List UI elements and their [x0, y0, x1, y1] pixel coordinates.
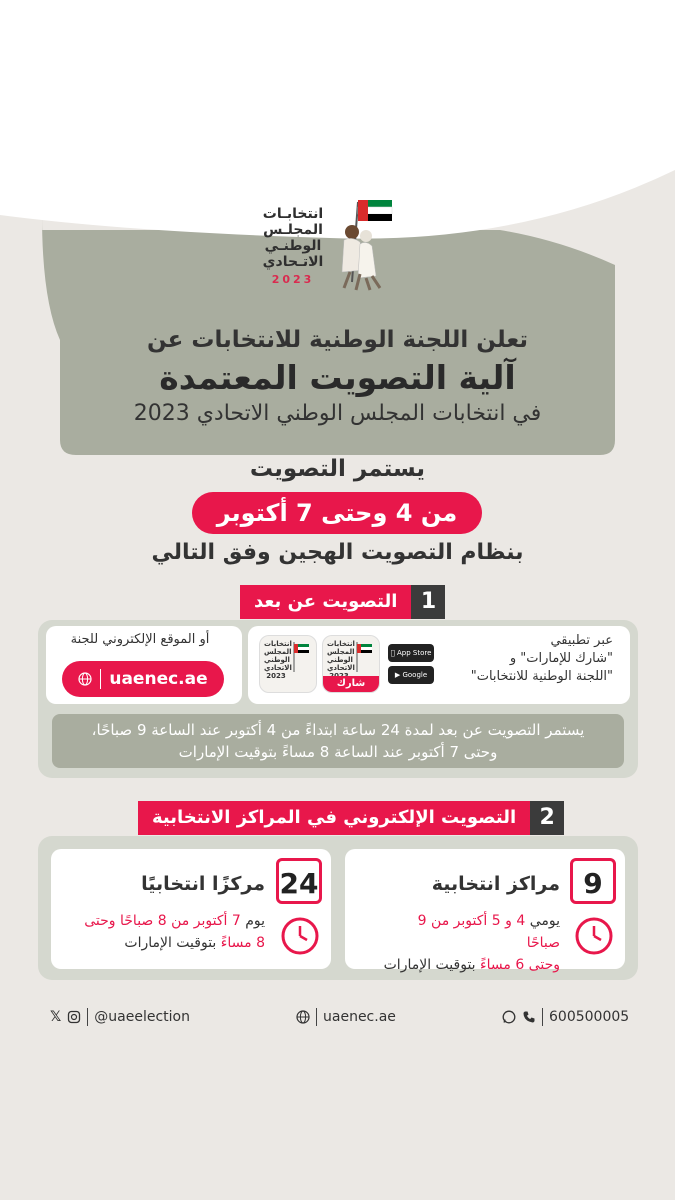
x-icon[interactable]: 𝕏: [50, 1009, 62, 1025]
logo-line: الاتـحادي: [262, 254, 324, 270]
hero-announcement: تعلن اللجنة الوطنية للانتخابات عن: [146, 327, 529, 353]
schedule-highlight: وحتى 6 مساءً: [480, 957, 560, 973]
hero-title: آلية التصويت المعتمدة: [159, 358, 516, 397]
divider: [100, 669, 101, 689]
flag-bearer-icon: [330, 192, 400, 292]
note-line: يستمر التصويت عن بعد لمدة 24 ساعة ابتداءً من 4 أكتوبر عند الساعة 9 صباحًا،: [91, 721, 585, 739]
google-play-label: Google Play: [402, 671, 428, 697]
schedule-highlight: 4 و 5 أكتوبر من 9 صباحًا: [417, 913, 560, 951]
clock-icon: [574, 916, 614, 956]
website-label: أو الموقع الإلكتروني للجنة: [70, 632, 210, 647]
globe-icon: [78, 672, 92, 686]
nine-centers-title: مراكز انتخابية: [431, 873, 560, 895]
logo-line: المجلـس: [263, 222, 323, 238]
via-apps-text: [433, 632, 613, 686]
website-url[interactable]: uaenec.ae: [323, 1009, 396, 1025]
sharek-app-icon[interactable]: [322, 635, 380, 693]
via-line: "شارك للإمارات" و: [509, 651, 613, 666]
schedule-text: بتوقيت الإمارات: [124, 935, 221, 951]
via-line: عبر تطبيقي: [550, 633, 613, 648]
phone-number[interactable]: 600500005: [549, 1009, 630, 1025]
website-url: uaenec.ae: [109, 669, 208, 689]
divider: [316, 1008, 317, 1026]
section2-title: التصويت الإلكتروني في المراكز الانتخابية: [138, 801, 530, 835]
divider: [87, 1008, 88, 1026]
google-play-icon: ▶: [394, 671, 401, 679]
voting-dates-pill: من 4 وحتى 7 أكتوبر: [192, 492, 482, 534]
hero-subtitle: في انتخابات المجلس الوطني الاتحادي 2023: [133, 401, 542, 426]
logo-line: انتخابـات: [262, 206, 324, 222]
footer-website[interactable]: [296, 1008, 396, 1026]
via-line: "اللجنة الوطنية للانتخابات": [470, 669, 613, 684]
schedule-highlight: 8 مساءً: [220, 935, 265, 951]
footer-social[interactable]: [50, 1008, 190, 1026]
section1-header: [240, 585, 445, 619]
whatsapp-icon[interactable]: [502, 1010, 516, 1024]
app-badge-label: شارك: [323, 676, 379, 692]
twentyfour-centers-title: مركزًا انتخابيًا: [141, 873, 265, 895]
section1-number: 1: [411, 585, 445, 619]
app-mini-text: انتخابات المجلس الوطني الاتحادي 2023: [264, 640, 292, 680]
logo-text: [258, 206, 328, 288]
nine-centers-number: 9: [570, 858, 616, 904]
schedule-line: [60, 932, 265, 954]
section1-title: التصويت عن بعد: [240, 585, 411, 619]
schedule-text: بتوقيت الإمارات: [383, 957, 481, 973]
globe-icon: [296, 1010, 310, 1024]
schedule-text: يوم: [240, 913, 265, 929]
schedule-text: يومي: [525, 913, 560, 929]
election-logo: [258, 192, 398, 302]
nec-app-icon[interactable]: [259, 635, 317, 693]
hybrid-system-label: بنظام التصويت الهجين وفق التالي: [151, 540, 524, 565]
app-store-badge[interactable]: [388, 644, 434, 662]
section2-number: 2: [530, 801, 564, 835]
twentyfour-centers-schedule: [60, 910, 265, 954]
google-play-badge[interactable]: [388, 666, 434, 697]
schedule-line: [380, 954, 560, 976]
logo-year: 2023: [271, 273, 315, 286]
section2-header: [138, 801, 564, 835]
schedule-line: [380, 910, 560, 954]
social-handle[interactable]: @uaeelection: [94, 1009, 190, 1025]
phone-icon[interactable]: [522, 1010, 536, 1024]
clock-icon: [280, 916, 320, 956]
remote-voting-note: [52, 714, 624, 768]
website-link[interactable]: [62, 661, 224, 697]
app-mini-text: انتخابات المجلس الوطني الاتحادي: [327, 640, 355, 672]
twentyfour-centers-number: 24: [276, 858, 322, 904]
schedule-highlight: 7 أكتوبر من 8 صباحًا وحتى: [84, 913, 241, 929]
divider: [542, 1008, 543, 1026]
apple-icon: [391, 649, 395, 657]
logo-line: الوطنـي: [264, 238, 322, 254]
instagram-icon[interactable]: [67, 1010, 81, 1024]
note-line: وحتى 7 أكتوبر عند الساعة 8 مساءً بتوقيت الإمارات: [178, 743, 498, 761]
flag-icon: [292, 642, 310, 672]
app-store-label: App Store: [393, 649, 429, 657]
footer-phone[interactable]: [502, 1008, 629, 1026]
nine-centers-schedule: [380, 910, 560, 976]
schedule-line: [60, 910, 265, 932]
flag-icon: [355, 642, 373, 672]
voting-continues-label: يستمر التصويت: [249, 456, 426, 482]
